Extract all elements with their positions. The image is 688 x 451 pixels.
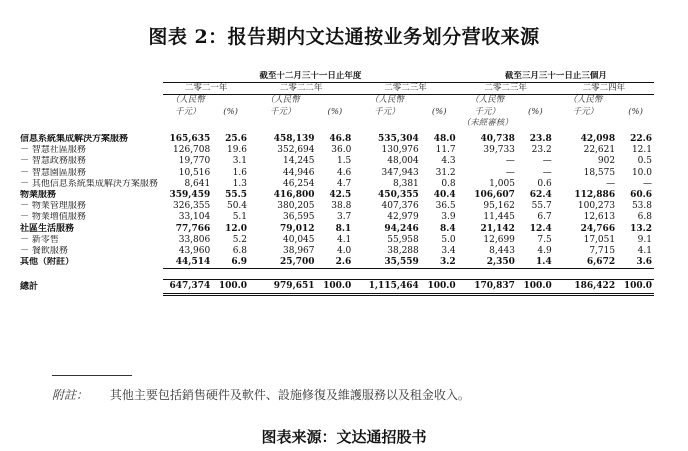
table-cell: 347,943 — [381, 167, 419, 178]
pct-label: (%) — [527, 106, 543, 117]
table-cell: 25,700 — [249, 257, 316, 269]
table-cell: 7,715 — [589, 245, 616, 256]
row-label: － 其他信息系統集成解決方案服務 — [20, 178, 158, 189]
table-cell: 36.5 — [435, 201, 456, 212]
table-cell: 11,445 — [483, 212, 515, 223]
table-cell: 1,005 — [489, 178, 515, 189]
table-cell: 3.1 — [232, 156, 248, 167]
table-cell: 359,459 — [169, 189, 211, 200]
table-cell: 94,246 — [384, 223, 419, 234]
footnote-text: 其他主要包括銷售硬件及軟件、設施修復及維護服務以及租金收入。 — [109, 388, 470, 402]
table-cell: 19,770 — [178, 156, 211, 167]
table-cell: 36,595 — [283, 212, 315, 223]
year-header-row — [18, 83, 654, 95]
table-cell: 43,960 — [178, 245, 211, 256]
table-cell: 38.8 — [331, 201, 352, 212]
table-cell: 31.2 — [435, 167, 456, 178]
revenue-table — [18, 71, 654, 296]
table-cell: 22.6 — [630, 134, 652, 145]
table-cell: 6.9 — [212, 257, 249, 269]
table-cell: 2,350 — [458, 257, 517, 269]
table-cell: 53.8 — [631, 201, 652, 212]
table-cell: 647,374 — [163, 280, 212, 295]
table-cell: 55,958 — [387, 234, 419, 245]
unit-label: 千元） — [270, 106, 296, 117]
table-cell: 458,139 — [273, 134, 315, 145]
pct-label: (%) — [431, 106, 447, 117]
table-cell: 0.5 — [637, 156, 652, 167]
table-cell: 42,098 — [580, 134, 616, 145]
table-cell: 407,376 — [381, 201, 419, 212]
pct-label: (%) — [327, 106, 343, 117]
table-cell: 8,641 — [184, 178, 211, 189]
table-row — [18, 156, 654, 167]
year-header: 二零二四年 — [554, 83, 654, 95]
pct-label: (%) — [223, 106, 238, 117]
table-cell: 4.7 — [336, 178, 352, 189]
unit-label: （人民幣 — [370, 95, 405, 106]
footnote-label: 附註： — [52, 388, 89, 402]
table-cell: 17,051 — [583, 234, 616, 245]
unit-label: 千元） — [174, 106, 201, 117]
table-cell: 7.5 — [537, 234, 552, 245]
table-cell: 4.0 — [336, 245, 352, 256]
table-cell: 3.6 — [617, 257, 654, 269]
period-header-row — [18, 71, 654, 83]
table-cell: 170,837 — [458, 280, 517, 295]
table-cell: 3.9 — [441, 212, 456, 223]
row-label: － 物業增值服務 — [20, 212, 86, 223]
table-cell: 3.2 — [421, 257, 458, 269]
table-cell: 352,694 — [277, 145, 315, 156]
year-header: 二零二一年 — [163, 83, 249, 95]
table-cell: 100,273 — [577, 201, 616, 212]
table-cell: 18,575 — [583, 167, 616, 178]
table-row — [18, 246, 654, 257]
pct-label: (%) — [628, 106, 643, 117]
table-cell: 60.6 — [630, 189, 652, 200]
unit-label: （人民幣 — [470, 95, 505, 106]
row-label: － 智慧政務服務 — [20, 156, 86, 167]
table-cell: 55.7 — [531, 201, 552, 212]
table-cell: 186,422 — [554, 280, 617, 295]
table-cell: 10,516 — [178, 167, 211, 178]
table-cell: 1.5 — [336, 156, 352, 167]
table-cell: — — [606, 178, 616, 189]
table-cell: 106,607 — [474, 189, 515, 200]
table-cell: — — [643, 178, 652, 189]
table-cell: 23.8 — [529, 134, 552, 145]
year-header: 二零二三年 — [458, 83, 554, 95]
table-cell: 4.9 — [537, 245, 552, 256]
table-cell: 535,304 — [378, 134, 419, 145]
table-row — [18, 145, 654, 156]
table-cell: 165,635 — [169, 134, 211, 145]
table-row — [18, 179, 654, 190]
table-cell: 979,651 — [249, 280, 316, 295]
table-cell: 12.0 — [225, 223, 248, 234]
table-cell: — — [542, 167, 552, 178]
row-label: － 物業管理服務 — [20, 201, 86, 212]
table-cell: 100.0 — [212, 280, 249, 295]
table-cell: 42.5 — [329, 189, 352, 200]
unaudited-label: （未經審核） — [461, 117, 513, 128]
table-cell: 35,559 — [353, 257, 420, 269]
table-cell: 8.4 — [439, 223, 456, 234]
chart-source: 图表来源：文达通招股书 — [261, 428, 427, 446]
table-cell: 1.6 — [232, 167, 248, 178]
table-cell: 50.4 — [226, 201, 248, 212]
table-cell: 12,699 — [483, 234, 515, 245]
table-cell: 25.6 — [225, 134, 248, 145]
table-cell: 77,766 — [175, 223, 211, 234]
row-label: 社區生活服務 — [20, 223, 75, 234]
table-cell: 44,514 — [163, 257, 212, 269]
table-row — [18, 190, 654, 201]
table-cell: 42,979 — [387, 212, 419, 223]
page-title: 图表 2：报告期内文达通按业务划分营收来源 — [148, 26, 540, 48]
table-cell: 55.5 — [225, 189, 248, 200]
table-cell: 46,254 — [283, 178, 315, 189]
table-cell: 380,205 — [277, 201, 315, 212]
table-cell: 33,806 — [178, 234, 211, 245]
unit-label: （人民幣 — [265, 95, 300, 106]
table-cell: 38,288 — [387, 245, 419, 256]
table-cell: 95,162 — [483, 201, 515, 212]
unit-row-1 — [18, 95, 654, 107]
table-cell: 4.3 — [441, 156, 456, 167]
table-cell: 46.8 — [329, 134, 352, 145]
unaudited-row — [18, 118, 654, 129]
table-cell: 450,355 — [378, 189, 419, 200]
unit-label: 千元） — [572, 106, 599, 117]
table-cell: 326,355 — [173, 201, 211, 212]
note-divider — [52, 375, 132, 376]
table-cell: 19.6 — [226, 145, 248, 156]
table-cell: 6,672 — [554, 257, 617, 269]
table-cell: 79,012 — [280, 223, 315, 234]
table-cell: 10.0 — [631, 167, 652, 178]
table-body — [18, 134, 654, 295]
table-row — [18, 280, 654, 295]
table-cell: 12.4 — [529, 223, 552, 234]
table-cell: 8,381 — [393, 178, 419, 189]
table-cell: 1.3 — [232, 178, 248, 189]
table-cell: 112,886 — [574, 189, 616, 200]
table-cell: 100.0 — [617, 280, 654, 295]
row-label: － 智慧園區服務 — [20, 167, 86, 178]
table-row — [18, 168, 654, 179]
table-cell: 48.0 — [433, 134, 456, 145]
unit-row-2 — [18, 107, 654, 118]
year-header: 二零二二年 — [249, 83, 353, 95]
table-cell: 3.4 — [441, 245, 456, 256]
table-cell: 5.2 — [232, 234, 248, 245]
row-label: － 智慧社區服務 — [20, 145, 86, 156]
table-cell: 0.6 — [537, 178, 552, 189]
table-cell: 40,738 — [480, 134, 515, 145]
table-cell: 8.1 — [335, 223, 352, 234]
row-label: 總計 — [20, 281, 39, 292]
table-row — [18, 235, 654, 246]
table-cell: 6.8 — [232, 245, 248, 256]
period-quarter: 截至三月三十一日止三個月 — [458, 71, 654, 83]
table-cell: 902 — [597, 156, 616, 167]
table-cell: 36.0 — [331, 145, 352, 156]
row-label: 其他（附註） — [20, 257, 75, 268]
table-cell: 1,115,464 — [353, 280, 420, 295]
table-cell: 23.2 — [531, 145, 552, 156]
table-cell: 5.0 — [441, 234, 456, 245]
table-cell: 4.6 — [336, 167, 352, 178]
footnote — [52, 386, 470, 403]
table-cell: 22,621 — [583, 145, 616, 156]
table-cell: — — [542, 156, 552, 167]
table-cell: 9.1 — [637, 234, 652, 245]
table-cell: 2.6 — [317, 257, 354, 269]
unit-label: 千元） — [374, 106, 400, 117]
table-cell: 40,045 — [283, 234, 315, 245]
table-row — [18, 223, 654, 234]
table-cell: 3.7 — [336, 212, 352, 223]
row-label: 物業服務 — [20, 189, 57, 200]
table-cell: 12.1 — [631, 145, 652, 156]
table-cell: 4.1 — [637, 245, 652, 256]
table-cell: 100.0 — [517, 280, 554, 295]
unit-label: （人民幣 — [568, 95, 603, 106]
period-annual: 截至十二月三十一日止年度 — [163, 71, 457, 83]
table-row — [18, 201, 654, 212]
table-cell: 126,708 — [173, 145, 211, 156]
table-cell: 33,104 — [178, 212, 211, 223]
table-cell: 100.0 — [317, 280, 354, 295]
table-cell: 39,733 — [483, 145, 515, 156]
table-cell: 4.1 — [336, 234, 352, 245]
row-label: － 新零售 — [20, 234, 59, 245]
table-cell: 38,967 — [283, 245, 315, 256]
table-cell: 11.7 — [435, 145, 456, 156]
table-cell: — — [505, 167, 515, 178]
unit-label: （人民幣 — [170, 95, 205, 106]
table-cell: 8,443 — [489, 245, 515, 256]
table-cell: 21,142 — [480, 223, 515, 234]
table-cell: 0.8 — [441, 178, 456, 189]
table-cell: 13.2 — [630, 223, 652, 234]
table-cell: 1.4 — [517, 257, 554, 269]
unit-label: 千元） — [474, 106, 501, 117]
table-cell: 14,245 — [283, 156, 315, 167]
year-header: 二零二三年 — [353, 83, 457, 95]
table-cell: 6.7 — [537, 212, 552, 223]
table-cell: 44,946 — [283, 167, 315, 178]
table-cell: 62.4 — [529, 189, 552, 200]
row-label: 信息系統集成解決方案服務 — [20, 134, 129, 145]
row-label: － 餐飲服務 — [20, 245, 68, 256]
table-cell: 24,766 — [580, 223, 616, 234]
table-cell: 100.0 — [421, 280, 458, 295]
table-cell: — — [505, 156, 515, 167]
table-row — [18, 257, 654, 269]
table-cell: 130,976 — [381, 145, 419, 156]
table-cell: 6.8 — [637, 212, 652, 223]
table-row — [18, 212, 654, 223]
table-cell: 48,004 — [387, 156, 419, 167]
table-cell: 5.1 — [232, 212, 248, 223]
table-cell: 416,800 — [273, 189, 315, 200]
table-cell: 12,613 — [583, 212, 616, 223]
table-row — [18, 134, 654, 145]
table-cell: 40.4 — [433, 189, 456, 200]
